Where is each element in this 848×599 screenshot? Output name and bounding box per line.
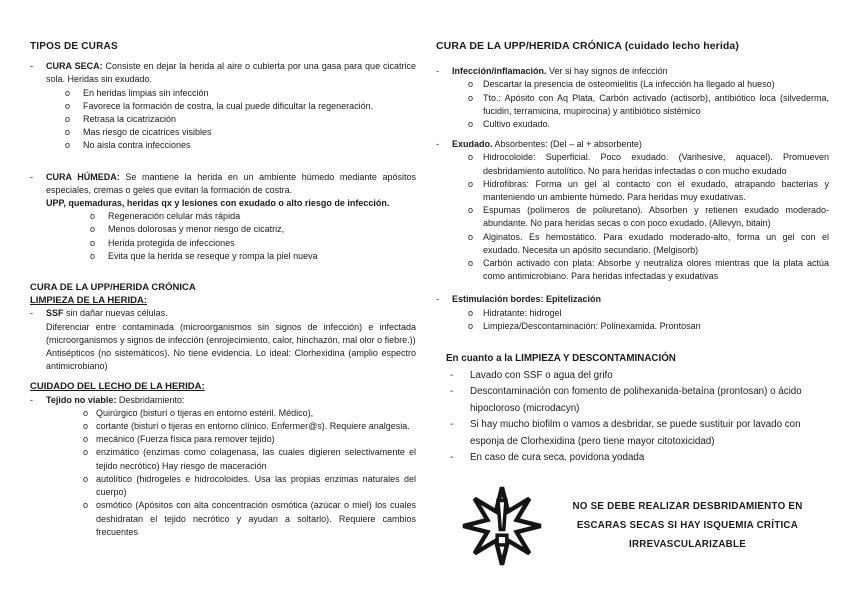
bullet-item: o Limpieza/Descontaminación: Polinexamida. Prontosan: [468, 320, 829, 333]
list-item: - Si hay mucho biofilm o vamos a desbridar, se puede sustituir por lavado con esponja de Clorhexidina (pero tiene mayor citotoxicidad): [446, 417, 829, 450]
left-column: [30, 40, 416, 539]
heading-cura-upp-lecho: CURA DE LA UPP/HERIDA CRÓNICA (cuidado lecho herida): [436, 40, 739, 52]
tejido-list: [83, 407, 416, 539]
estimulacion-body: [452, 293, 829, 333]
cura-humeda-list: [90, 210, 416, 263]
bullet-item: o Espumas (polímeros de poliuretano). Absorben y retienen exudado moderado-abundante. No para heridas secas o con poco exudado. (Allevyn, bitain): [468, 205, 829, 229]
circle-bullet: o: [468, 258, 474, 269]
cura-humeda-paragraph: [46, 171, 416, 197]
dash-bullet: -: [436, 66, 439, 77]
ssf-label: SSF: [46, 308, 64, 319]
bullet-item: o Hidrocoloide: Superficial. Poco exudado. (Varihesive, aquacel). Promueven desbridamiento autolítico. No para heridas infectadas o con mucho exudado: [468, 152, 829, 176]
infeccion-body: [452, 65, 829, 131]
list-item: - Lavado con SSF o agua del grifo: [446, 368, 829, 385]
dash-bullet: -: [450, 369, 454, 381]
circle-bullet: o: [468, 92, 474, 103]
bullet-item: o Carbón activado con plata: Absorbe y neutraliza olores mientras que la plata actúa como antimicrobiano. Para heridas infectadas y exudativas: [468, 258, 829, 282]
exudado-text: Absorbentes: (Del – al + absorbente): [494, 139, 642, 150]
circle-bullet: o: [90, 237, 96, 248]
circle-bullet: o: [468, 307, 474, 318]
circle-bullet: o: [468, 231, 474, 242]
bullet-item: o Hidratante: hidrogel: [468, 307, 829, 320]
estimulacion-list: [468, 307, 829, 333]
bullet-item: o Descartar la presencia de osteomielitis (La infección ha llegado al hueso): [468, 78, 829, 91]
bullet-item: o Herida protegida de infecciones: [90, 237, 416, 250]
circle-bullet: o: [468, 178, 474, 189]
dash-bullet: -: [436, 294, 439, 305]
heading-cura-upp: CURA DE LA UPP/HERIDA CRÓNICA: [30, 282, 196, 294]
warning-line: IRREVASCULARIZABLE: [629, 539, 746, 551]
circle-bullet: o: [90, 211, 96, 222]
estimulacion-label: Estimulación bordes: Epitelización: [452, 294, 602, 305]
heading-cuidado-lecho: CUIDADO DEL LECHO DE LA HERIDA:: [30, 381, 205, 393]
circle-bullet: o: [83, 434, 89, 445]
bullet-item: o Hidrofibras: Forma un gel al contacto con el exudado, atrapando bacterias y manteniendo un ambiente húmedo. Para heridas muy exudativas.: [468, 178, 829, 203]
circle-bullet: o: [468, 205, 474, 216]
circle-bullet: o: [90, 224, 96, 235]
warning-line: NO SE DEBE REALIZAR DESBRIDAMIENTO EN: [572, 501, 803, 513]
dash-bullet: -: [450, 419, 454, 431]
heading-limpieza-herida: LIMPIEZA DE LA HERIDA:: [30, 295, 147, 307]
circle-bullet: o: [65, 114, 71, 125]
bullet-item: o Retrasa la cicatrización: [65, 113, 416, 126]
tejido-label: Tejido no viable:: [46, 394, 117, 405]
dash-bullet: -: [30, 61, 33, 72]
heading-tipos-de-curas: TIPOS DE CURAS: [30, 41, 118, 52]
bullet-item: o Cultivo exudado.: [468, 118, 829, 131]
circle-bullet: o: [90, 250, 96, 261]
starburst-exclamation-icon: [458, 480, 546, 572]
cura-humeda-bold-note: UPP, quemaduras, heridas qx y lesiones con exudado o alto riesgo de infección.: [46, 198, 390, 209]
tejido-body: [46, 394, 416, 539]
circle-bullet: o: [65, 100, 71, 111]
tejido-text: Desbridamiento:: [118, 394, 185, 405]
circle-bullet: o: [83, 447, 89, 458]
dash-bullet: -: [30, 308, 33, 319]
bullet-item: o En heridas limpias sin infección: [65, 87, 416, 100]
dash-bullet: -: [450, 386, 454, 398]
list-item: - En caso de cura seca, povidona yodada: [446, 450, 829, 467]
bullet-item: o Favorece la formación de costra, la cual puede dificultar la regeneración.: [65, 100, 416, 113]
warning-line: ESCARAS SECAS SI HAY ISQUEMIA CRÍTICA: [576, 520, 799, 532]
exudado-label: Exudado.: [452, 139, 493, 150]
heading-limpieza-descontaminacion: En cuanto a la LIMPIEZA Y DESCONTAMINACIÓN: [446, 353, 676, 365]
warning-text: [546, 497, 829, 554]
bullet-item: o Evita que la herida se reseque y rompa la piel nueva: [90, 250, 416, 263]
circle-bullet: o: [65, 140, 71, 151]
bullet-item: o osmótico (Apósitos con alta concentración osmótica (azúcar o miel) los cuales deshidratan el tejido necrótico y ayudan a soltarlo). Requiere cambios frecuentes: [83, 500, 416, 537]
bullet-item: o Alginatos. Es hemostático. Para exudado moderado-alto, forma un gel con el exudado. Necesita un apósito secundario. (Melgisorb): [468, 231, 829, 255]
exudado-item: [436, 138, 829, 283]
bullet-item: o autolítico (hidrogeles e hidrocoloides. Usa las propias enzimas naturales del cuerpo): [83, 473, 416, 498]
infeccion-label: Infección/inflamación.: [452, 66, 547, 77]
bullet-item: o mecánico (Fuerza física para remover tejido): [83, 433, 416, 446]
dash-bullet: -: [450, 452, 454, 464]
ssf-body: [46, 307, 416, 373]
exudado-paragraph: [452, 138, 829, 151]
tejido-item: [30, 394, 416, 539]
cura-humeda-text: Se mantiene la herida en un ambiente húmedo mediante apósitos especiales, cremas o geles que evitan la formación de costra.: [46, 171, 416, 195]
circle-bullet: o: [468, 119, 474, 130]
infeccion-paragraph: [452, 65, 829, 78]
circle-bullet: o: [65, 127, 71, 138]
right-column: [436, 40, 829, 572]
cura-seca-body: [46, 60, 416, 152]
cura-humeda-body: [46, 171, 416, 263]
circle-bullet: o: [468, 152, 474, 163]
cura-seca-item: [30, 60, 416, 152]
limpieza-descontaminacion-section: [446, 351, 829, 467]
bullet-item: o Regeneración celular más rápida: [90, 210, 416, 223]
bullet-item: o Quirúrgico (bisturí o tijeras en entorno estéril. Médico),: [83, 407, 416, 420]
cura-seca-text: Consiste en dejar la herida al aire o cubierta por una gasa para que cicatrice sola. Heridas sin exudado.: [46, 61, 416, 85]
cura-seca-list: [65, 87, 416, 153]
bullet-item: o cortante (bisturí o tijeras en entorno clínico. Enfermer@s). Requiere analgesia.: [83, 420, 416, 433]
cura-seca-paragraph: [46, 60, 416, 86]
exudado-body: [452, 138, 829, 283]
bullet-item: o Tto.: Apósito con Aq Plata, Carbón activado (actisorb), antibiótico loca (silvederma, fucidin, terramicina, mupirocina) y antibiótico sistémico: [468, 92, 829, 116]
dash-bullet: -: [30, 394, 33, 405]
ssf-paragraph: [46, 307, 416, 320]
infeccion-list: [468, 78, 829, 131]
ssf-text: sin dañar nuevas células.: [66, 308, 168, 319]
circle-bullet: o: [83, 473, 89, 484]
circle-bullet: o: [468, 79, 474, 90]
estimulacion-item: [436, 293, 829, 333]
cura-humeda-label: CURA HÚMEDA:: [46, 171, 120, 182]
bullet-item: o Mas riesgo de cicatrices visibles: [65, 126, 416, 139]
ssf-paragraph-3: Antisépticos (no sistemáticos). No tiene evidencia. Lo ideal: Clorhexidina (amplio espectro antimicrobiano): [46, 348, 416, 372]
circle-bullet: o: [83, 407, 89, 418]
circle-bullet: o: [468, 320, 474, 331]
circle-bullet: o: [65, 87, 71, 98]
warning-block: [436, 480, 829, 572]
circle-bullet: o: [83, 500, 89, 511]
tejido-paragraph: [46, 394, 416, 407]
ssf-item: [30, 307, 416, 373]
bullet-item: o enzimático (enzimas como colagenasa, las cuales digieren selectivamente el tejido necrótico) Hay riesgo de maceración: [83, 447, 416, 471]
circle-bullet: o: [83, 421, 89, 432]
infeccion-item: [436, 65, 829, 131]
exudado-list: [468, 151, 829, 283]
list-item: - Descontaminación con fomento de polihexanida-betaína (prontosan) o ácido hipocloroso (microdacyn): [446, 384, 829, 417]
cura-seca-label: CURA SECA:: [46, 61, 103, 72]
cura-humeda-item: [30, 171, 416, 263]
dash-bullet: -: [436, 139, 439, 150]
infeccion-text: Ver si hay signos de infección: [549, 66, 668, 77]
estimulacion-paragraph: [452, 293, 829, 306]
dash-bullet: -: [30, 171, 33, 182]
ssf-paragraph-2: Diferenciar entre contaminada (microorganismos sin signos de infección) e infectada (microorganismos y signos de infección (enrojecimiento, calor, hinchazón, mal olor o fiebre.)): [46, 321, 416, 345]
bullet-item: o No aisla contra infecciones: [65, 139, 416, 152]
bullet-item: o Menos dolorosas y menor riesgo de cicatriz,: [90, 223, 416, 236]
